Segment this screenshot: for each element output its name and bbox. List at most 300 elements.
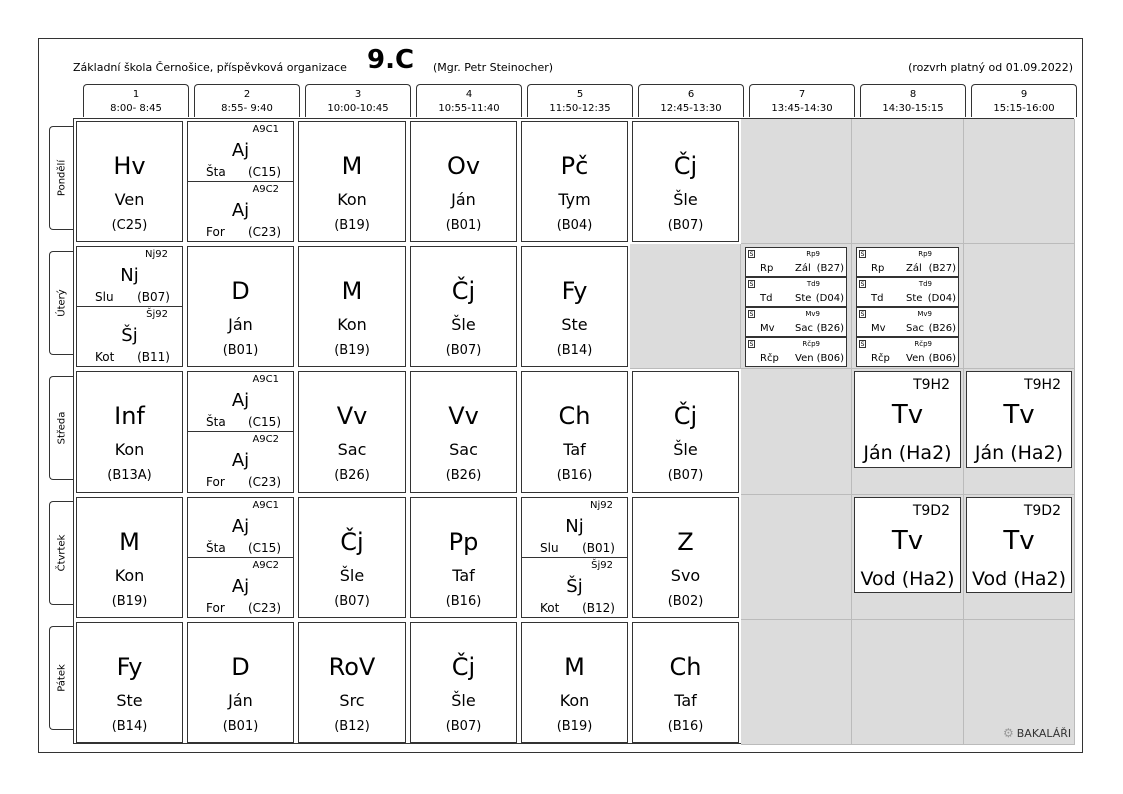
period-number: 5	[576, 89, 584, 100]
period-time: 15:15-16:00	[993, 103, 1055, 114]
timetable-grid	[73, 118, 1074, 744]
lesson-subject: Fy	[116, 653, 143, 681]
lesson-teacher: Sac	[449, 440, 478, 459]
lesson-group-top	[188, 372, 293, 432]
period-header-7	[749, 84, 855, 117]
lesson-group-bottom	[522, 558, 627, 618]
empty-slot	[741, 369, 852, 495]
lesson-subject: Pč	[560, 152, 589, 180]
selection-mark: S	[749, 311, 754, 318]
split-lesson-box	[187, 121, 294, 242]
elective-lesson[interactable]	[856, 277, 959, 307]
lesson-room: (B19)	[111, 594, 148, 609]
period-header-2	[194, 84, 300, 117]
lesson-subject: Ov	[446, 152, 481, 180]
lesson-subject: Aj	[231, 200, 250, 221]
lesson-group: A9C2	[252, 184, 279, 195]
elective-lesson[interactable]	[856, 247, 959, 277]
elective-group-list	[856, 247, 959, 365]
lesson-room: (B13A)	[107, 468, 152, 483]
lesson-group-top	[77, 247, 182, 307]
lesson-group-bottom	[188, 558, 293, 618]
lesson-cell[interactable]	[185, 620, 296, 745]
lesson-room: (B19)	[556, 719, 593, 734]
lesson-cell[interactable]	[296, 369, 408, 495]
lesson-teacher: Šle	[451, 691, 476, 710]
lesson-cell[interactable]	[185, 369, 296, 495]
lesson-teacher: Kon	[337, 190, 367, 209]
lesson-teacher: Taf	[452, 566, 475, 585]
school-name: Základní škola Černošice, příspěvková organizace	[73, 61, 347, 74]
day-tab-3	[49, 376, 73, 480]
lesson-group-top	[188, 122, 293, 182]
lesson-subject: D	[231, 277, 250, 305]
day-tab-4	[49, 501, 73, 605]
lesson-subject: M	[341, 152, 363, 180]
lesson-box	[966, 497, 1072, 593]
lesson-cell[interactable]	[296, 620, 408, 745]
lesson-subject: Rp	[871, 263, 885, 274]
lesson-subject: Mv	[871, 323, 886, 334]
lesson-cell[interactable]	[408, 369, 519, 495]
lesson-teacher: Ste	[795, 293, 812, 304]
lesson-room: (B06)	[816, 353, 844, 364]
lesson-room: (C23)	[247, 225, 281, 239]
period-number: 1	[132, 89, 140, 100]
lesson-teacher: Ján	[228, 691, 253, 710]
lesson-room: (D04)	[927, 293, 956, 304]
lesson-subject: Čj	[673, 152, 698, 180]
lesson-teacher: Sac	[337, 440, 367, 459]
lesson-box	[632, 622, 739, 743]
lesson-cell[interactable]	[74, 119, 185, 244]
lesson-cell[interactable]	[408, 620, 519, 745]
lesson-group: Rčp9	[914, 340, 932, 348]
lesson-room: (B07)	[667, 468, 704, 483]
lesson-room: (B01)	[222, 719, 259, 734]
period-time: 10:55-11:40	[438, 103, 500, 114]
lesson-cell[interactable]	[519, 620, 630, 745]
lesson-teacher: Ven	[795, 353, 814, 364]
empty-slot	[964, 119, 1075, 244]
empty-slot	[852, 620, 964, 745]
lesson-subject: Aj	[231, 516, 250, 537]
lesson-subject: Šj	[566, 576, 583, 597]
lesson-group: A9C2	[252, 434, 279, 445]
lesson-room: (B26)	[334, 468, 370, 483]
selection-mark: S	[860, 251, 865, 258]
lesson-box	[187, 622, 294, 743]
day-name: Pondělí	[56, 159, 67, 197]
lesson-room: (B16)	[556, 468, 593, 483]
lesson-subject: Nj	[120, 265, 139, 286]
lesson-group-bottom	[188, 432, 293, 492]
lesson-room: (B12)	[334, 719, 370, 734]
lesson-group: Šj92	[591, 560, 613, 571]
period-header-3	[305, 84, 411, 117]
lesson-teacher: Src	[339, 691, 365, 710]
lesson-box	[632, 121, 739, 242]
lesson-box	[410, 497, 517, 618]
lesson-teacher: Zál	[906, 263, 922, 274]
lesson-group: T9D2	[1023, 503, 1061, 519]
period-time: 11:50-12:35	[549, 103, 611, 114]
lesson-subject: D	[231, 653, 250, 681]
split-lesson-box	[187, 371, 294, 493]
lesson-box	[410, 622, 517, 743]
lesson-teacher: Šta	[206, 165, 226, 179]
lesson-cell[interactable]	[852, 244, 964, 369]
selection-mark: S	[860, 281, 865, 288]
lesson-teacher-room: Ján (Ha2)	[863, 442, 952, 464]
lesson-teacher-room: Vod (Ha2)	[971, 568, 1067, 590]
lesson-cell[interactable]	[630, 369, 741, 495]
lesson-room: (B07)	[137, 290, 170, 304]
lesson-cell[interactable]	[519, 495, 630, 620]
lesson-subject: Tv	[1003, 526, 1035, 556]
lesson-room: (C23)	[247, 601, 281, 615]
lesson-subject: Ch	[669, 653, 702, 681]
day-name: Úterý	[56, 289, 67, 317]
period-time: 8:55- 9:40	[221, 103, 273, 114]
lesson-cell[interactable]	[185, 495, 296, 620]
lesson-cell[interactable]	[964, 495, 1075, 620]
lesson-teacher: Sac	[906, 323, 924, 334]
lesson-teacher: Sac	[795, 323, 813, 334]
lesson-teacher: Šle	[339, 566, 365, 585]
lesson-group: T9H2	[913, 377, 950, 393]
lesson-group: Rčp9	[802, 340, 820, 348]
lesson-group-top	[188, 498, 293, 558]
lesson-teacher: Taf	[674, 691, 697, 710]
lesson-subject: Td	[871, 293, 884, 304]
split-lesson-box	[521, 497, 628, 618]
lesson-group: Td9	[806, 280, 820, 288]
lesson-subject: Aj	[231, 140, 250, 161]
lesson-group-bottom	[188, 182, 293, 242]
lesson-room: (B04)	[556, 218, 593, 233]
lesson-subject: Fy	[561, 277, 588, 305]
lesson-room: (B01)	[582, 541, 615, 555]
lesson-teacher: Kon	[559, 691, 590, 710]
lesson-box	[521, 371, 628, 493]
period-number: 4	[465, 89, 473, 100]
lesson-box	[76, 121, 183, 242]
period-number: 8	[909, 89, 917, 100]
lesson-subject: Z	[677, 528, 694, 556]
lesson-subject: RoV	[328, 653, 376, 681]
lesson-subject: Čj	[451, 653, 476, 681]
elective-lesson[interactable]	[745, 337, 847, 367]
day-tab-2	[49, 251, 73, 355]
lesson-teacher: Ven	[114, 190, 145, 209]
lesson-subject: Aj	[231, 576, 250, 597]
lesson-box	[76, 497, 183, 618]
lesson-room: (C15)	[247, 415, 281, 429]
lesson-cell[interactable]	[630, 620, 741, 745]
lesson-cell[interactable]	[296, 495, 408, 620]
lesson-group: T9D2	[912, 503, 950, 519]
lesson-group: Nj92	[145, 249, 168, 260]
period-time: 8:00- 8:45	[110, 103, 162, 114]
empty-slot	[630, 244, 741, 369]
empty-slot	[964, 244, 1075, 369]
lesson-box	[966, 371, 1072, 468]
lesson-group: T9H2	[1024, 377, 1061, 393]
lesson-room: (C25)	[111, 218, 148, 233]
lesson-group-bottom	[77, 307, 182, 367]
lesson-room: (B27)	[928, 263, 956, 274]
lesson-group-top	[522, 498, 627, 558]
lesson-teacher: Šta	[206, 415, 226, 429]
lesson-cell[interactable]	[964, 369, 1075, 495]
elective-lesson[interactable]	[745, 307, 847, 337]
period-number: 3	[354, 89, 362, 100]
lesson-teacher: Taf	[563, 440, 586, 459]
lesson-cell[interactable]	[630, 119, 741, 244]
lesson-subject: Hv	[113, 152, 146, 180]
selection-mark: S	[749, 251, 754, 258]
lesson-teacher: Slu	[95, 290, 114, 304]
lesson-cell[interactable]	[296, 119, 408, 244]
lesson-teacher-room: Vod (Ha2)	[860, 568, 955, 590]
lesson-teacher: Kon	[114, 566, 145, 585]
lesson-cell[interactable]	[519, 244, 630, 369]
lesson-room: (B07)	[667, 218, 704, 233]
lesson-cell[interactable]	[185, 244, 296, 369]
lesson-box	[632, 371, 739, 493]
lesson-subject: Vv	[336, 402, 368, 430]
lesson-room: (C23)	[247, 475, 281, 489]
lesson-subject: Td	[760, 293, 773, 304]
lesson-box	[298, 371, 406, 493]
lesson-teacher: Ste	[906, 293, 923, 304]
day-name: Středa	[56, 411, 67, 445]
lesson-box	[410, 246, 517, 367]
lesson-room: (B16)	[445, 594, 482, 609]
lesson-box	[521, 622, 628, 743]
selection-mark: S	[749, 341, 754, 348]
lesson-cell[interactable]	[852, 495, 964, 620]
lesson-cell[interactable]	[852, 369, 964, 495]
elective-lesson[interactable]	[856, 337, 959, 367]
empty-slot	[741, 495, 852, 620]
lesson-teacher: Slu	[540, 541, 559, 555]
lesson-teacher: Tym	[558, 190, 591, 209]
lesson-cell[interactable]	[74, 495, 185, 620]
period-header-8	[860, 84, 966, 117]
lesson-subject: Čj	[340, 528, 364, 556]
lesson-group: A9C1	[252, 374, 279, 385]
lesson-teacher: Šle	[451, 315, 476, 334]
period-time: 12:45-13:30	[660, 103, 722, 114]
period-time: 10:00-10:45	[327, 103, 389, 114]
lesson-teacher: Svo	[670, 566, 701, 585]
lesson-cell[interactable]	[74, 369, 185, 495]
lesson-teacher: Ján	[228, 315, 253, 334]
lesson-box	[298, 497, 406, 618]
lesson-group: A9C2	[252, 560, 279, 571]
lesson-cell[interactable]	[630, 495, 741, 620]
elective-group-list	[745, 247, 847, 365]
lesson-subject: Rp	[760, 263, 774, 274]
period-time: 13:45-14:30	[771, 103, 833, 114]
lesson-teacher: Zál	[795, 263, 811, 274]
bakalari-logo	[1003, 726, 1071, 740]
lesson-teacher-room: Ján (Ha2)	[974, 442, 1064, 464]
lesson-subject: M	[119, 528, 140, 556]
period-number: 2	[243, 89, 251, 100]
lesson-subject: Pp	[448, 528, 479, 556]
lesson-box	[76, 371, 183, 493]
selection-mark: S	[749, 281, 754, 288]
lesson-cell[interactable]	[519, 369, 630, 495]
lesson-teacher: Ste	[116, 691, 143, 710]
lesson-group: Td9	[918, 280, 932, 288]
period-number: 6	[687, 89, 695, 100]
lesson-room: (B14)	[556, 343, 593, 358]
lesson-box	[521, 246, 628, 367]
lesson-room: (B07)	[445, 719, 482, 734]
lesson-group: Rp9	[806, 250, 820, 258]
lesson-room: (B16)	[667, 719, 704, 734]
lesson-box	[187, 246, 294, 367]
lesson-cell[interactable]	[408, 495, 519, 620]
lesson-group: Rp9	[918, 250, 932, 258]
lesson-room: (B07)	[445, 343, 482, 358]
lesson-teacher: For	[206, 225, 225, 239]
lesson-group: Šj92	[146, 309, 168, 320]
valid-from: (rozvrh platný od 01.09.2022)	[908, 61, 1073, 74]
day-name: Čtvrtek	[56, 534, 67, 572]
lesson-subject: Inf	[114, 402, 145, 430]
lesson-room: (B06)	[928, 353, 956, 364]
lesson-group: Nj92	[590, 500, 613, 511]
period-time: 14:30-15:15	[882, 103, 944, 114]
lesson-teacher: Šle	[673, 440, 698, 459]
lesson-group: Mv9	[805, 310, 820, 318]
lesson-room: (B14)	[111, 719, 148, 734]
lesson-cell[interactable]	[741, 244, 852, 369]
lesson-room: (B01)	[222, 343, 259, 358]
elective-lesson[interactable]	[745, 247, 847, 277]
lesson-subject: M	[564, 653, 585, 681]
lesson-subject: Rčp	[760, 353, 779, 364]
lesson-cell[interactable]	[408, 119, 519, 244]
lesson-box	[410, 121, 517, 242]
lesson-group: A9C1	[252, 500, 279, 511]
lesson-cell[interactable]	[74, 244, 185, 369]
day-tab-1	[49, 126, 73, 230]
lesson-subject: Čj	[451, 277, 476, 305]
lesson-box	[298, 246, 406, 367]
lesson-subject: Ch	[558, 402, 591, 430]
lesson-room: (B26)	[928, 323, 956, 334]
lesson-cell[interactable]	[185, 119, 296, 244]
split-lesson-box	[187, 497, 294, 618]
lesson-subject: Vv	[448, 402, 479, 430]
empty-slot	[852, 119, 964, 244]
gear-icon: ⚙	[1003, 726, 1014, 740]
day-name: Pátek	[56, 664, 67, 692]
period-number: 9	[1020, 89, 1028, 100]
period-number: 7	[798, 89, 806, 100]
lesson-cell[interactable]	[408, 244, 519, 369]
lesson-box	[298, 622, 406, 743]
class-name: 9.C	[367, 45, 415, 75]
lesson-room: (B26)	[445, 468, 482, 483]
selection-mark: S	[860, 311, 865, 318]
lesson-subject: Tv	[1003, 400, 1035, 430]
lesson-room: (B01)	[445, 218, 482, 233]
empty-slot	[741, 620, 852, 745]
lesson-subject: Aj	[231, 450, 250, 471]
lesson-teacher: For	[206, 601, 225, 615]
lesson-subject: Čj	[673, 402, 698, 430]
lesson-box	[410, 371, 517, 493]
lesson-box	[854, 497, 961, 593]
lesson-room: (B19)	[334, 343, 370, 358]
lesson-cell[interactable]	[296, 244, 408, 369]
lesson-subject: Šj	[121, 325, 138, 346]
lesson-group: A9C1	[252, 124, 279, 135]
period-header-4	[416, 84, 522, 117]
period-header-1	[83, 84, 189, 117]
lesson-subject: Aj	[231, 390, 250, 411]
lesson-subject: Rčp	[871, 353, 890, 364]
period-header-9	[971, 84, 1077, 117]
lesson-room: (B02)	[667, 594, 704, 609]
lesson-subject: Tv	[891, 400, 924, 430]
lesson-box	[521, 121, 628, 242]
lesson-room: (B12)	[582, 601, 615, 615]
lesson-subject: M	[341, 277, 363, 305]
lesson-room: (B26)	[816, 323, 844, 334]
lesson-room: (B19)	[334, 218, 370, 233]
lesson-group: Mv9	[917, 310, 932, 318]
brand-name: BAKALÁŘI	[1016, 727, 1072, 740]
period-header-5	[527, 84, 633, 117]
lesson-subject: Tv	[891, 526, 924, 556]
lesson-room: (C15)	[247, 541, 281, 555]
day-tab-5	[49, 626, 73, 730]
split-lesson-box	[76, 246, 183, 367]
lesson-box	[632, 497, 739, 618]
lesson-room: (D04)	[815, 293, 844, 304]
lesson-teacher: Šta	[206, 541, 226, 555]
elective-lesson[interactable]	[856, 307, 959, 337]
lesson-room: (B07)	[334, 594, 370, 609]
selection-mark: S	[860, 341, 865, 348]
period-header-6	[638, 84, 744, 117]
elective-lesson[interactable]	[745, 277, 847, 307]
lesson-room: (B11)	[137, 350, 170, 364]
lesson-teacher: For	[206, 475, 225, 489]
lesson-subject: Mv	[760, 323, 775, 334]
lesson-teacher: Ste	[561, 315, 588, 334]
lesson-box	[854, 371, 961, 468]
lesson-teacher: Kot	[540, 601, 560, 615]
lesson-box	[298, 121, 406, 242]
lesson-teacher: Ven	[906, 353, 925, 364]
lesson-cell[interactable]	[519, 119, 630, 244]
lesson-cell[interactable]	[74, 620, 185, 745]
lesson-teacher: Kon	[337, 315, 367, 334]
lesson-teacher: Šle	[673, 190, 698, 209]
lesson-box	[76, 622, 183, 743]
lesson-teacher: Kon	[114, 440, 145, 459]
lesson-room: (C15)	[247, 165, 281, 179]
